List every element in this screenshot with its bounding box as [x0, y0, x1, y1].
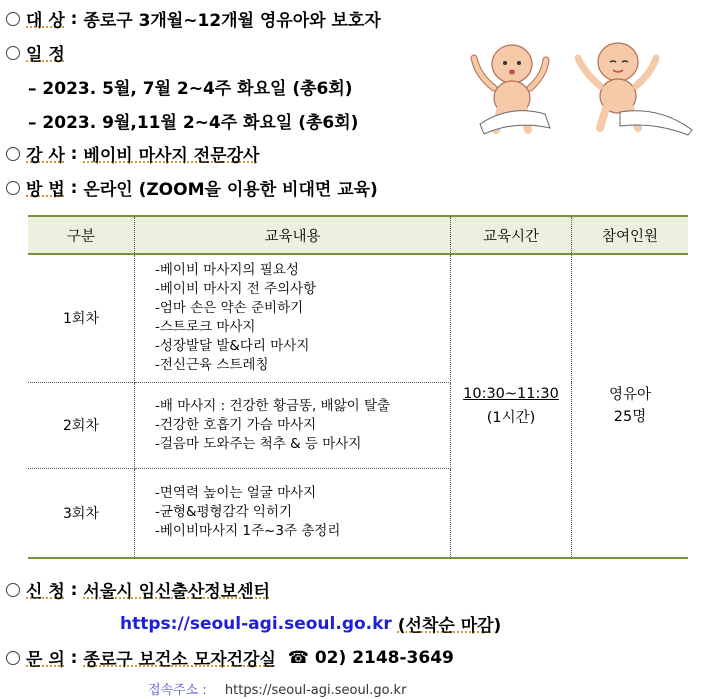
list-item: -스트로크 마사지 [155, 319, 256, 336]
target-row: 대 상 : 종로구 3개월~12개월 영유아와 보호자 [6, 6, 381, 31]
header-session: 구분 [28, 216, 135, 254]
list-item: -베이비마사지 1주~3주 총정리 [155, 523, 341, 540]
circle-bullet-icon [6, 147, 20, 161]
session-label: 1회차 [28, 254, 135, 382]
phone-icon: ☎ [287, 647, 309, 668]
circle-bullet-icon [6, 12, 20, 26]
list-item: -엄마 손은 약손 준비하기 [155, 300, 304, 317]
list-item: -베이비 마사지의 필요성 [155, 262, 299, 279]
method-value: 온라인 (ZOOM을 이용한 비대면 교육) [83, 180, 378, 200]
footer-label: 접속주소 : [148, 683, 207, 698]
baby-icon [474, 45, 550, 134]
curriculum-table [28, 215, 688, 559]
apply-link-row [120, 611, 501, 636]
inquiry-row: 문 의 : 종로구 보건소 모자건강실 ☎ 02) 2148-3649 [6, 645, 454, 670]
circle-bullet-icon [6, 583, 20, 597]
target-label: 대 상 [26, 11, 65, 31]
footer-address [148, 679, 406, 698]
apply-label: 신 청 [26, 582, 65, 602]
list-item: -성장발달 발&다리 마사지 [155, 338, 310, 355]
session-content [135, 468, 451, 558]
schedule-line-2: – 2023. 9월,11월 2~4주 화요일 (총6회) [28, 113, 359, 133]
instructor-label: 강 사 [26, 146, 65, 166]
header-time: 교육시간 [451, 216, 572, 254]
people-count: 25명 [613, 409, 647, 425]
inquiry-value: 종로구 보건소 모자건강실 [83, 650, 276, 670]
schedule-label: 일 정 [26, 45, 65, 65]
list-item: -배 마사지 : 건강한 황금똥, 배앓이 탈출 [155, 397, 391, 414]
header-people: 참여인원 [572, 216, 689, 254]
session-content [135, 382, 451, 468]
instructor-row: 강 사 : 베이비 마사지 전문강사 [6, 141, 259, 166]
inquiry-phone: 02) 2148-3649 [314, 647, 454, 668]
session-label: 3회차 [28, 468, 135, 558]
session-content [135, 254, 451, 382]
apply-value: 서울시 임신출산정보센터 [83, 582, 270, 602]
apply-note: (선착순 마감) [397, 616, 502, 636]
people-label: 영유아 [608, 387, 652, 403]
baby-massage-illustration [470, 36, 695, 136]
method-row: 방 법 : 온라인 (ZOOM을 이용한 비대면 교육) [6, 175, 378, 200]
header-content: 교육내용 [135, 216, 451, 254]
apply-row: 신 청 : 서울시 임신출산정보센터 [6, 577, 270, 602]
session-label: 2회차 [28, 382, 135, 468]
footer-url[interactable]: https://seoul-agi.seoul.go.kr [224, 683, 407, 698]
time-note: (1시간) [486, 409, 536, 426]
method-label: 방 법 [26, 180, 65, 200]
instructor-value: 베이비 마사지 전문강사 [83, 146, 260, 166]
table-header-row [28, 216, 688, 254]
time-cell [451, 254, 572, 558]
time-value: 10:30~11:30 [463, 385, 559, 402]
circle-bullet-icon [6, 651, 20, 665]
table-row [28, 254, 688, 382]
schedule-row [6, 40, 65, 65]
schedule-line-1: – 2023. 5월, 7월 2~4주 화요일 (총6회) [28, 79, 353, 99]
list-item: -전신근육 스트레칭 [155, 357, 269, 374]
list-item: -베이비 마사지 전 주의사항 [155, 281, 317, 298]
list-item: -균형&평형감각 익히기 [155, 504, 293, 521]
apply-url-link[interactable]: https://seoul-agi.seoul.go.kr [120, 613, 392, 634]
list-item: -걸음마 도와주는 척추 & 등 마사지 [155, 435, 362, 452]
circle-bullet-icon [6, 181, 20, 195]
list-item: -면역력 높이는 얼굴 마사지 [155, 485, 317, 502]
list-item: -건강한 호흡기 가슴 마사지 [155, 416, 317, 433]
inquiry-label: 문 의 [26, 650, 65, 670]
circle-bullet-icon [6, 46, 20, 60]
baby-icon [578, 43, 692, 135]
target-value: 종로구 3개월~12개월 영유아와 보호자 [83, 11, 381, 31]
people-cell [572, 254, 689, 558]
